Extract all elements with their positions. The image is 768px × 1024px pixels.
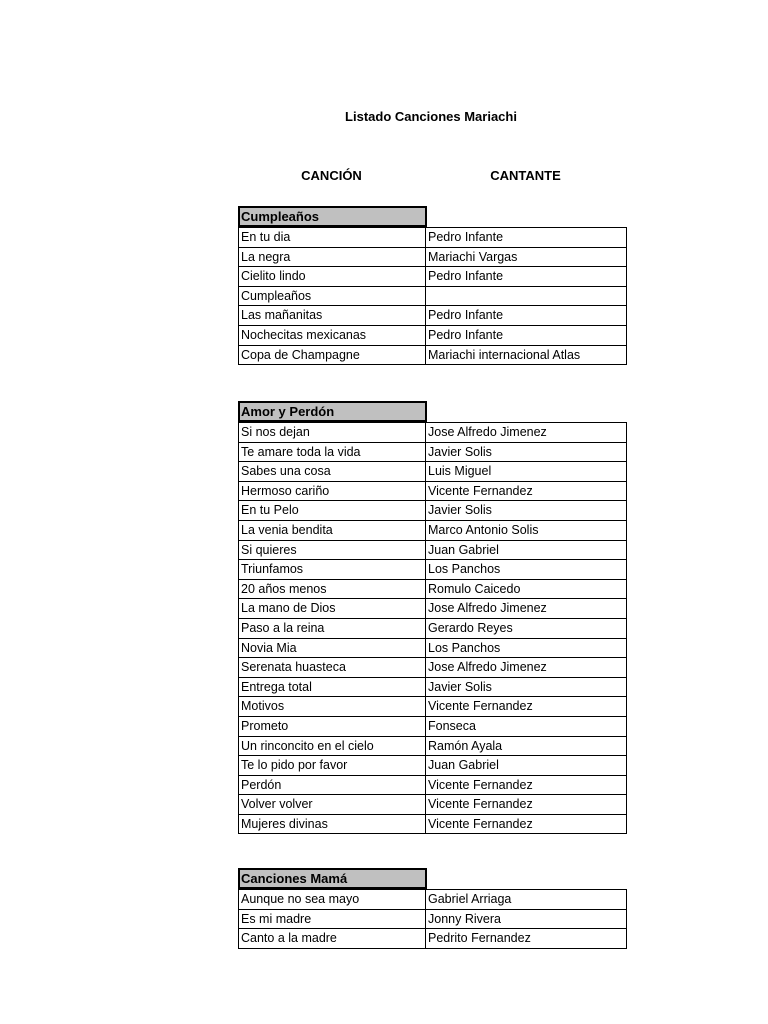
singer-cell: Jose Alfredo Jimenez bbox=[426, 599, 627, 618]
singer-cell: Pedro Infante bbox=[426, 267, 627, 286]
singer-cell: Pedrito Fernandez bbox=[426, 929, 627, 948]
section-header: Canciones Mamá bbox=[238, 868, 427, 889]
song-cell: La mano de Dios bbox=[239, 599, 426, 618]
document-title: Listado Canciones Mariachi bbox=[345, 109, 517, 124]
table-row bbox=[239, 227, 627, 248]
song-cell: En tu Pelo bbox=[239, 501, 426, 520]
singer-cell: Vicente Fernandez bbox=[426, 795, 627, 814]
singer-cell bbox=[426, 287, 627, 306]
song-cell: Copa de Champagne bbox=[239, 346, 426, 365]
table-row bbox=[239, 443, 627, 463]
singer-cell: Javier Solis bbox=[426, 501, 627, 520]
table-row bbox=[239, 267, 627, 287]
song-cell: Mujeres divinas bbox=[239, 815, 426, 834]
song-cell: Canto a la madre bbox=[239, 929, 426, 948]
singer-cell: Jose Alfredo Jimenez bbox=[426, 423, 627, 442]
section-header: Amor y Perdón bbox=[238, 401, 427, 422]
table-row bbox=[239, 737, 627, 757]
song-table bbox=[238, 227, 627, 365]
table-row bbox=[239, 678, 627, 698]
table-row bbox=[239, 248, 627, 268]
song-cell: Triunfamos bbox=[239, 560, 426, 579]
song-cell: Serenata huasteca bbox=[239, 658, 426, 677]
singer-cell: Luis Miguel bbox=[426, 462, 627, 481]
singer-cell: Vicente Fernandez bbox=[426, 697, 627, 716]
table-row bbox=[239, 795, 627, 815]
section-header: Cumpleaños bbox=[238, 206, 427, 227]
song-cell: Si nos dejan bbox=[239, 423, 426, 442]
table-row bbox=[239, 619, 627, 639]
table-row bbox=[239, 639, 627, 659]
section-mother-songs bbox=[238, 868, 627, 949]
singer-cell: Juan Gabriel bbox=[426, 541, 627, 560]
table-row bbox=[239, 697, 627, 717]
table-row bbox=[239, 717, 627, 737]
column-header-singer: CANTANTE bbox=[490, 168, 561, 183]
song-cell: Paso a la reina bbox=[239, 619, 426, 638]
singer-cell: Javier Solis bbox=[426, 678, 627, 697]
song-cell: Sabes una cosa bbox=[239, 462, 426, 481]
song-cell: Si quieres bbox=[239, 541, 426, 560]
song-cell: La venia bendita bbox=[239, 521, 426, 540]
song-table bbox=[238, 889, 627, 949]
singer-cell: Los Panchos bbox=[426, 560, 627, 579]
singer-cell: Mariachi internacional Atlas bbox=[426, 346, 627, 365]
table-row bbox=[239, 501, 627, 521]
section-love-forgiveness bbox=[238, 401, 627, 834]
table-row bbox=[239, 658, 627, 678]
table-row bbox=[239, 346, 627, 366]
singer-cell: Pedro Infante bbox=[426, 228, 627, 247]
singer-cell: Ramón Ayala bbox=[426, 737, 627, 756]
song-cell: Hermoso cariño bbox=[239, 482, 426, 501]
singer-cell: Javier Solis bbox=[426, 443, 627, 462]
table-row bbox=[239, 815, 627, 835]
table-row bbox=[239, 889, 627, 910]
table-row bbox=[239, 580, 627, 600]
singer-cell: Marco Antonio Solis bbox=[426, 521, 627, 540]
table-row bbox=[239, 287, 627, 307]
singer-cell: Vicente Fernandez bbox=[426, 815, 627, 834]
singer-cell: Pedro Infante bbox=[426, 326, 627, 345]
song-cell: Prometo bbox=[239, 717, 426, 736]
singer-cell: Gerardo Reyes bbox=[426, 619, 627, 638]
song-cell: Aunque no sea mayo bbox=[239, 890, 426, 909]
singer-cell: Vicente Fernandez bbox=[426, 776, 627, 795]
table-row bbox=[239, 560, 627, 580]
table-row bbox=[239, 541, 627, 561]
table-row bbox=[239, 482, 627, 502]
song-cell: Es mi madre bbox=[239, 910, 426, 929]
singer-cell: Jose Alfredo Jimenez bbox=[426, 658, 627, 677]
table-row bbox=[239, 521, 627, 541]
table-row bbox=[239, 756, 627, 776]
singer-cell: Los Panchos bbox=[426, 639, 627, 658]
song-cell: La negra bbox=[239, 248, 426, 267]
singer-cell: Pedro Infante bbox=[426, 306, 627, 325]
table-row bbox=[239, 776, 627, 796]
singer-cell: Gabriel Arriaga bbox=[426, 890, 627, 909]
table-row bbox=[239, 306, 627, 326]
song-cell: Volver volver bbox=[239, 795, 426, 814]
song-cell: Cumpleaños bbox=[239, 287, 426, 306]
song-cell: Perdón bbox=[239, 776, 426, 795]
table-row bbox=[239, 910, 627, 930]
singer-cell: Vicente Fernandez bbox=[426, 482, 627, 501]
column-header-song: CANCIÓN bbox=[301, 168, 362, 183]
singer-cell: Mariachi Vargas bbox=[426, 248, 627, 267]
song-cell: Novia Mia bbox=[239, 639, 426, 658]
song-cell: Las mañanitas bbox=[239, 306, 426, 325]
singer-cell: Jonny Rivera bbox=[426, 910, 627, 929]
singer-cell: Juan Gabriel bbox=[426, 756, 627, 775]
song-cell: Cielito lindo bbox=[239, 267, 426, 286]
song-cell: Entrega total bbox=[239, 678, 426, 697]
table-row bbox=[239, 422, 627, 443]
table-row bbox=[239, 929, 627, 949]
table-row bbox=[239, 599, 627, 619]
song-cell: En tu dia bbox=[239, 228, 426, 247]
table-row bbox=[239, 462, 627, 482]
song-cell: 20 años menos bbox=[239, 580, 426, 599]
table-row bbox=[239, 326, 627, 346]
song-cell: Motivos bbox=[239, 697, 426, 716]
singer-cell: Romulo Caicedo bbox=[426, 580, 627, 599]
song-cell: Un rinconcito en el cielo bbox=[239, 737, 426, 756]
song-cell: Nochecitas mexicanas bbox=[239, 326, 426, 345]
song-cell: Te amare toda la vida bbox=[239, 443, 426, 462]
song-cell: Te lo pido por favor bbox=[239, 756, 426, 775]
song-table bbox=[238, 422, 627, 834]
singer-cell: Fonseca bbox=[426, 717, 627, 736]
section-birthday bbox=[238, 206, 627, 365]
